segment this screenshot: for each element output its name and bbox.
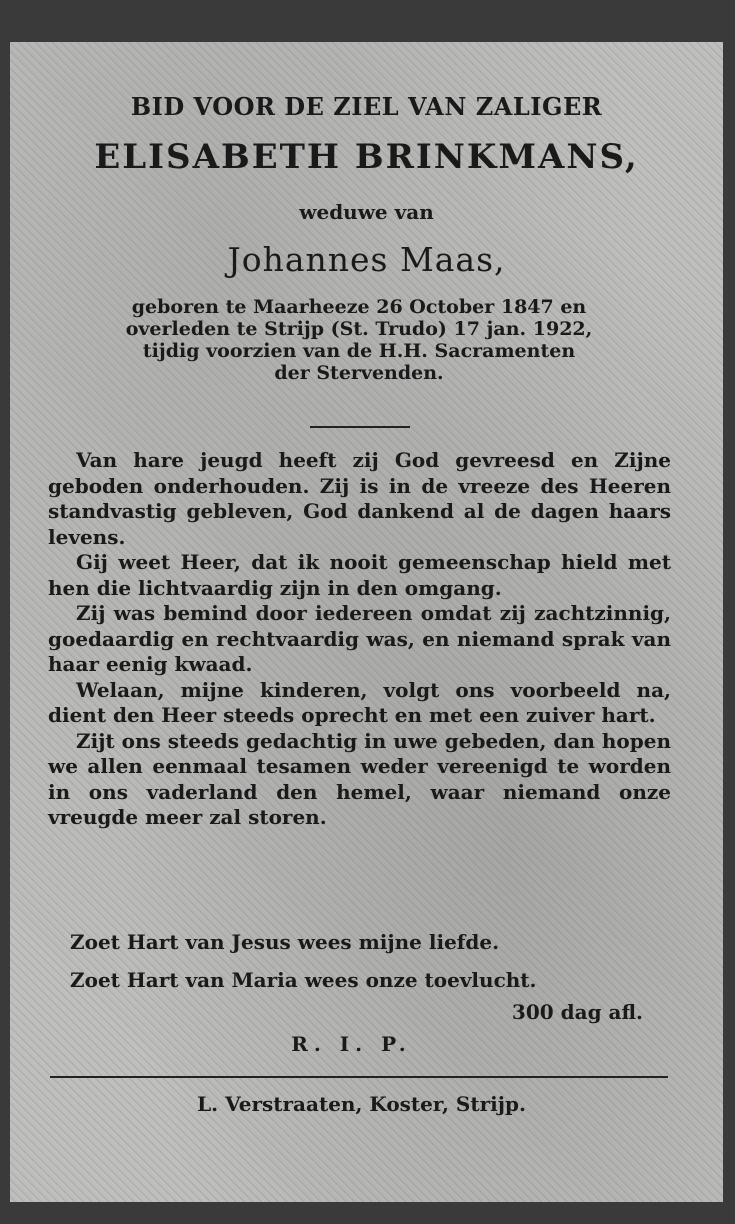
biography bbox=[50, 296, 668, 384]
deceased-name: ELISABETH BRINKMANS, bbox=[94, 137, 639, 177]
prayer-jesus: Zoet Hart van Jesus wees mijne liefde. bbox=[70, 930, 500, 954]
prayer-maria: Zoet Hart van Maria wees onze toevlucht. bbox=[70, 968, 537, 992]
divider-long bbox=[50, 1076, 668, 1078]
divider-short bbox=[310, 426, 410, 428]
widow-of-label: weduwe van bbox=[299, 200, 434, 224]
indulgence-note: 300 dag afl. bbox=[511, 1000, 643, 1024]
rip-text: R. I. P. bbox=[291, 1032, 412, 1056]
prayer-heading: BID VOOR DE ZIEL VAN ZALIGER bbox=[130, 92, 603, 121]
memorial-paragraph: Zij was bemind door iedereen omdat zij zachtzinnig, goedaardig en rechtvaardig was, en niemand sprak van haar eenig kwaad. bbox=[48, 601, 671, 676]
bio-line: der Stervenden. bbox=[274, 362, 444, 384]
memorial-text bbox=[48, 448, 671, 831]
memorial-paragraph: Van hare jeugd heeft zij God gevreesd en Zijne geboden onderhouden. Zij is in de vreeze des Heeren standvastig gebleven, God dankend al de dagen haars levens. bbox=[48, 448, 671, 549]
printer-credit: L. Verstraaten, Koster, Strijp. bbox=[197, 1092, 526, 1116]
husband-name: Johannes Maas, bbox=[227, 240, 506, 279]
bio-line: tijdig voorzien van de H.H. Sacramenten bbox=[142, 340, 576, 362]
memorial-paragraph: Welaan, mijne kinderen, volgt ons voorbeeld na, dient den Heer steeds oprecht en met een zuiver hart. bbox=[48, 677, 671, 727]
memorial-paragraph: Gij weet Heer, dat ik nooit gemeenschap hield met hen die lichtvaardig zijn in den omgang. bbox=[48, 550, 671, 600]
prayers bbox=[70, 930, 668, 992]
memorial-paragraph: Zijt ons steeds gedachtig in uwe gebeden, dan hopen we allen eenmaal tesamen weder vereenigd te worden in ons vaderland den hemel, waar niemand onze vreugde meer zal storen. bbox=[48, 728, 671, 829]
card-paper bbox=[10, 42, 723, 1202]
bio-line: geboren te Maarheeze 26 October 1847 en bbox=[131, 296, 587, 318]
bio-line: overleden te Strijp (St. Trudo) 17 jan. 1922, bbox=[125, 318, 593, 340]
